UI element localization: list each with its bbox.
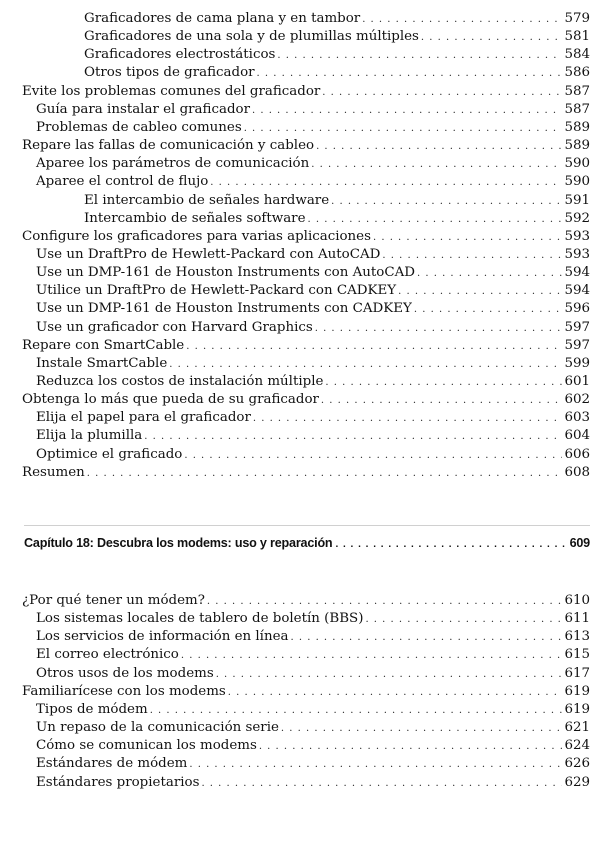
toc-entry-title: El correo electrónico	[36, 647, 179, 663]
toc-entry-page-number: 590	[564, 156, 590, 172]
toc-entry-page-number: 589	[564, 119, 590, 135]
toc-entry	[36, 610, 590, 628]
toc-entry-title: Intercambio de señales software	[84, 210, 306, 226]
toc-entry-page-number: 597	[564, 319, 590, 335]
dot-leader	[169, 356, 562, 374]
toc-entry	[22, 464, 590, 482]
toc-entry-title: Estándares propietarios	[36, 774, 200, 790]
toc-entry	[36, 101, 590, 119]
toc-entry-title: Utilice un DraftPro de Hewlett-Packard con CADKEY	[36, 283, 397, 299]
toc-entry-title: Elija el papel para el graficador	[36, 410, 251, 426]
toc-entry	[22, 592, 590, 610]
toc-entry	[84, 46, 590, 64]
dot-leader	[291, 629, 563, 647]
toc-entry-title: Use un graficador con Harvard Graphics	[36, 319, 313, 335]
toc-entry-page-number: 624	[564, 738, 590, 754]
toc-entry-title: Otros tipos de graficador	[84, 65, 255, 81]
toc-entry-page-number: 589	[564, 138, 590, 154]
dot-leader	[144, 428, 562, 446]
toc-entry-title: Los servicios de información en línea	[36, 629, 289, 645]
dot-leader	[331, 193, 562, 211]
toc-entry	[84, 64, 590, 82]
dot-leader	[186, 338, 562, 356]
dot-leader	[201, 775, 562, 793]
dot-leader	[150, 702, 563, 720]
toc-entry	[36, 719, 590, 737]
toc-entry	[36, 282, 590, 300]
toc-entry-page-number: 604	[564, 428, 590, 444]
toc-entry-page-number: 615	[564, 647, 590, 663]
dot-leader	[181, 647, 563, 665]
dot-leader	[382, 247, 562, 265]
toc-entry-title: Aparee los parámetros de comunicación	[36, 156, 310, 172]
toc-entry	[36, 373, 590, 391]
dot-leader	[398, 283, 562, 301]
toc-entry	[84, 210, 590, 228]
toc-entry-page-number: 601	[564, 374, 590, 389]
toc-entry-page-number: 584	[564, 47, 590, 63]
toc-entry-title: Reduzca los costos de instalación múltiple	[36, 374, 324, 389]
toc-entry	[36, 701, 590, 719]
dot-leader	[281, 720, 563, 738]
toc-entry-page-number: 579	[564, 11, 590, 26]
toc-entry	[36, 319, 590, 337]
toc-entry-page-number: 606	[564, 446, 590, 462]
toc-entry-title: Problemas de cableo comunes	[36, 119, 242, 135]
toc-entry	[36, 155, 590, 173]
toc-entry-page-number: 617	[564, 665, 590, 681]
toc-entry-title: Estándares de módem	[36, 756, 188, 772]
toc-entry-title: Cómo se comunican los modems	[36, 738, 257, 754]
toc-entry-title: ¿Por qué tener un módem?	[22, 593, 205, 608]
dot-leader	[216, 666, 563, 684]
toc-entry	[36, 774, 590, 792]
toc-entry-title: Un repaso de la comunicación serie	[36, 720, 279, 736]
dot-leader	[259, 738, 563, 756]
dot-leader	[244, 120, 563, 138]
toc-entry	[36, 355, 590, 373]
toc-entry	[36, 427, 590, 445]
toc-entry-page-number: 587	[564, 83, 590, 99]
toc-entry-page-number: 602	[564, 392, 590, 408]
toc-entry	[36, 119, 590, 137]
toc-entry	[22, 137, 590, 155]
toc-entry-page-number: 611	[564, 611, 590, 627]
toc-entry	[84, 192, 590, 210]
toc-entry	[36, 264, 590, 282]
toc-entry-title: Optimice el graficado	[36, 446, 183, 462]
toc-entry	[22, 391, 590, 409]
dot-leader	[316, 138, 562, 156]
dot-leader	[228, 684, 563, 702]
dot-leader	[308, 211, 563, 229]
section-divider	[24, 525, 590, 526]
dot-leader	[210, 174, 562, 192]
dot-leader	[373, 229, 562, 247]
toc-entry-title: Obtenga lo más que pueda de su graficador	[22, 392, 319, 408]
dot-leader	[189, 756, 562, 774]
toc-entry-page-number: 626	[564, 756, 590, 772]
toc-entry-title: Configure los graficadores para varias aplicaciones	[22, 228, 371, 244]
toc-entry-title: Use un DraftPro de Hewlett-Packard con AutoCAD	[36, 246, 381, 262]
toc-entry-title: Otros usos de los modems	[36, 665, 214, 681]
toc-entry-page-number: 587	[564, 101, 590, 117]
dot-leader	[277, 47, 562, 65]
toc-entry-page-number: 586	[564, 65, 590, 81]
dot-leader	[414, 301, 563, 319]
toc-entry-title: Repare las fallas de comunicación y cableo	[22, 138, 315, 154]
toc-entry-title: Elija la plumilla	[36, 428, 143, 444]
toc-entry	[22, 228, 590, 246]
toc-entry	[36, 755, 590, 773]
toc-entry-page-number: 594	[564, 265, 590, 281]
toc-entry	[36, 646, 590, 664]
toc-entry-page-number: 596	[564, 301, 590, 317]
toc-entry	[36, 446, 590, 464]
toc-entry	[36, 665, 590, 683]
dot-leader	[252, 102, 562, 120]
dot-leader	[335, 536, 566, 554]
toc-entry-page-number: 594	[564, 283, 590, 299]
dot-leader	[362, 11, 562, 29]
toc-entry-page-number: 592	[564, 210, 590, 226]
chapter-heading	[24, 534, 590, 554]
toc-entry-title: Graficadores de una sola y de plumillas múltiples	[84, 29, 419, 45]
toc-entry-page-number: 613	[564, 629, 590, 645]
toc-entry	[22, 337, 590, 355]
toc-entry-page-number: 629	[564, 774, 590, 790]
dot-leader	[311, 156, 562, 174]
dot-leader	[421, 29, 563, 47]
toc-entry-page-number: 599	[564, 355, 590, 371]
toc-entry-title: El intercambio de señales hardware	[84, 192, 330, 208]
toc-entry-page-number: 610	[564, 593, 590, 608]
toc-entry-page-number: 593	[564, 246, 590, 262]
toc-entry-title: Graficadores electrostáticos	[84, 47, 276, 63]
toc-entry	[36, 737, 590, 755]
dot-leader	[207, 593, 563, 611]
toc-entry	[36, 246, 590, 264]
toc-entry-title: Guía para instalar el graficador	[36, 101, 250, 117]
toc-entry	[36, 628, 590, 646]
toc-entry	[22, 683, 590, 701]
toc-entry-title: Use un DMP-161 de Houston Instruments con CADKEY	[36, 301, 412, 317]
toc-entry-page-number: 608	[564, 464, 590, 480]
dot-leader	[321, 392, 563, 410]
toc-entry-page-number: 591	[564, 192, 590, 208]
toc-entry	[36, 300, 590, 318]
toc-entry-page-number: 621	[564, 720, 590, 736]
chapter-page-number: 609	[569, 536, 590, 550]
toc-entry-title: Los sistemas locales de tablero de boletín (BBS)	[36, 611, 364, 627]
toc-entry-page-number: 581	[564, 29, 590, 45]
toc-entry-page-number: 619	[564, 701, 590, 717]
toc-entry-title: Graficadores de cama plana y en tambor	[84, 11, 361, 26]
toc-entry	[36, 409, 590, 427]
toc-entry-page-number: 593	[564, 228, 590, 244]
dot-leader	[257, 65, 563, 83]
toc-entry-title: Evite los problemas comunes del graficador	[22, 83, 321, 99]
toc-entry-title: Aparee el control de flujo	[36, 174, 209, 190]
chapter-title: Capítulo 18: Descubra los modems: uso y reparación	[24, 536, 333, 550]
dot-leader	[322, 84, 562, 102]
dot-leader	[417, 265, 562, 283]
toc-entry	[36, 173, 590, 191]
toc-entry	[84, 28, 590, 46]
toc-entry-title: Use un DMP-161 de Houston Instruments con AutoCAD	[36, 265, 415, 281]
dot-leader	[87, 465, 563, 483]
toc-entry-title: Repare con SmartCable	[22, 337, 185, 353]
toc-entry-title: Familiarícese con los modems	[22, 683, 226, 699]
dot-leader	[325, 374, 562, 392]
dot-leader	[315, 320, 563, 338]
toc-entry-page-number: 619	[564, 683, 590, 699]
dot-leader	[365, 611, 562, 629]
dot-leader	[253, 410, 563, 428]
dot-leader	[184, 447, 562, 465]
toc-entry-title: Instale SmartCable	[36, 355, 168, 371]
toc-entry-page-number: 603	[564, 410, 590, 426]
toc-entry	[84, 10, 590, 28]
toc-entry-page-number: 590	[564, 174, 590, 190]
toc-entry-title: Resumen	[22, 464, 85, 480]
toc-entry-title: Tipos de módem	[36, 701, 148, 717]
toc-entry	[22, 83, 590, 101]
toc-entry-page-number: 597	[564, 337, 590, 353]
